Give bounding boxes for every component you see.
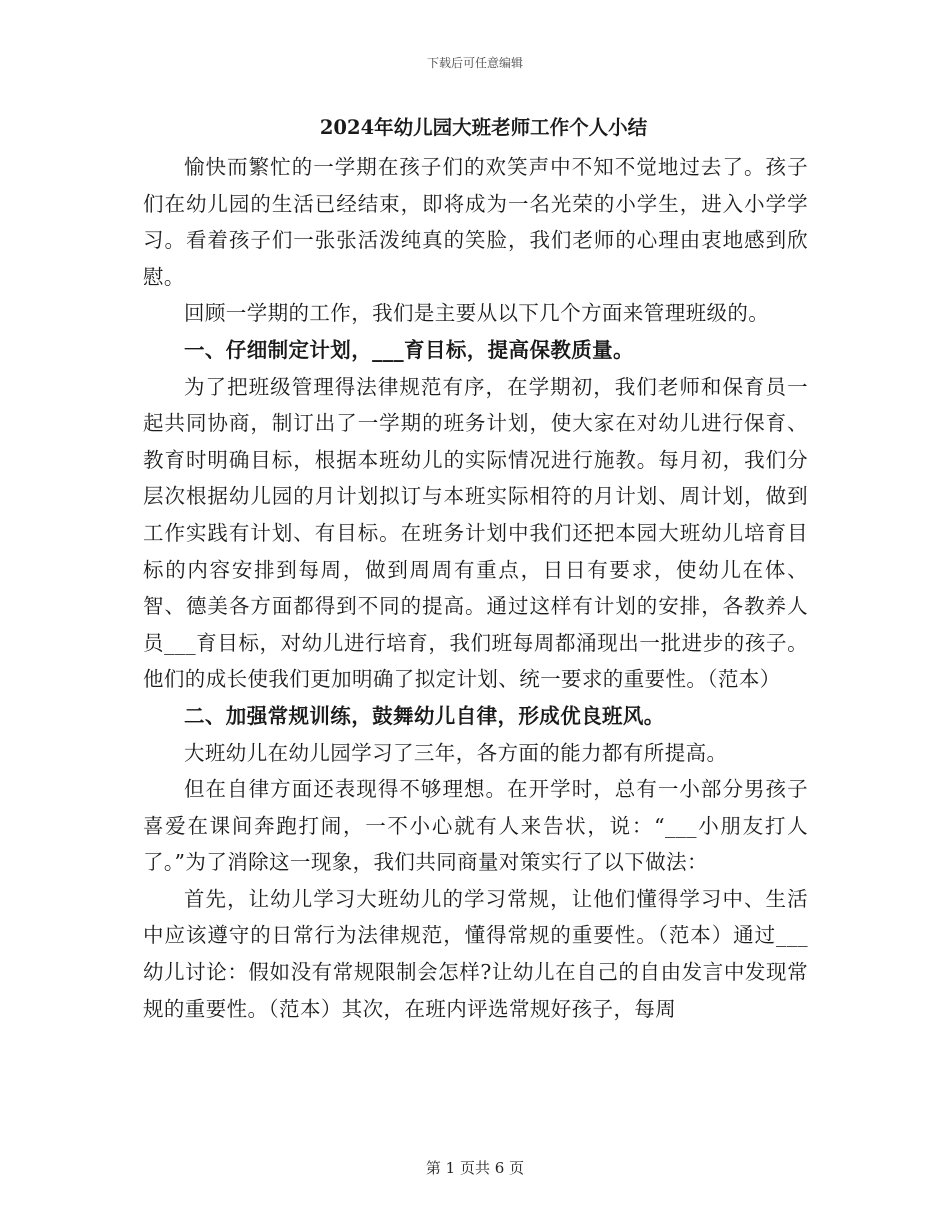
paragraph-review: 回顾一学期的工作，我们是主要从以下几个方面来管理班级的。 <box>184 301 770 326</box>
paragraph-intro: 愉快而繁忙的一学期在孩子们的欢笑声中不知不觉地过去了。孩子们在幼儿园的生活已经结束，即将成为一名光荣的小学生，进入小学学习。看着孩子们一张张活泼纯真的笑脸，我们老师的心理由衷地感到欣慰。 <box>143 155 808 289</box>
document-body <box>143 112 808 1027</box>
page-header: 下载后可任意编辑 <box>426 56 523 70</box>
paragraph-measures: 首先，让幼儿学习大班幼儿的学习常规，让他们懂得学习中、生活中应该遵守的日常行为法律规范，懂得常规的重要性。（范本）通过___幼儿讨论：假如没有常规限制会怎样?让幼儿在自己的自由发言中发现常规的重要性。（范本）其次，在班内评选常规好孩子，每周 <box>143 886 808 1021</box>
paragraph-discipline: 但在自律方面还表现得不够理想。在开学时，总有一小部分男孩子喜爱在课间奔跑打闹，一不小心就有人来告状，说：“___小朋友打人了。”为了消除这一现象，我们共同商量对策实行了以下做法： <box>143 777 808 875</box>
document-title: 2024年幼儿园大班老师工作个人小结 <box>319 116 648 139</box>
section-heading-1: 一、仔细制定计划，___育目标，提高保教质量。 <box>184 337 634 362</box>
page-footer: 第 1 页共 6 页 <box>425 1159 525 1177</box>
section-heading-2: 二、加强常规训练，鼓舞幼儿自律，形成优良班风。 <box>184 703 665 728</box>
paragraph-abilities: 大班幼儿在幼儿园学习了三年，各方面的能力都有所提高。 <box>184 740 728 765</box>
paragraph-plan: 为了把班级管理得法律规范有序，在学期初，我们老师和保育员一起共同协商，制订出了一学期的班务计划，使大家在对幼儿进行保育、教育时明确目标，根据本班幼儿的实际情况进行施教。每月初，我们分层次根据幼儿园的月计划拟订与本班实际相符的月计划、周计划，做到工作实践有计划、有目标。在班务计划中我们还把本园大班幼儿培育目标的内容安排到每周，做到周周有重点，日日有要求，使幼儿在体、智、德美各方面都得到不同的提高。通过这样有计划的安排，各教养人员___育目标，对幼儿进行培育，我们班每周都涌现出一批进步的孩子。他们的成长使我们更加明确了拟定计划、统一要求的重要性。（范本） <box>143 374 808 692</box>
